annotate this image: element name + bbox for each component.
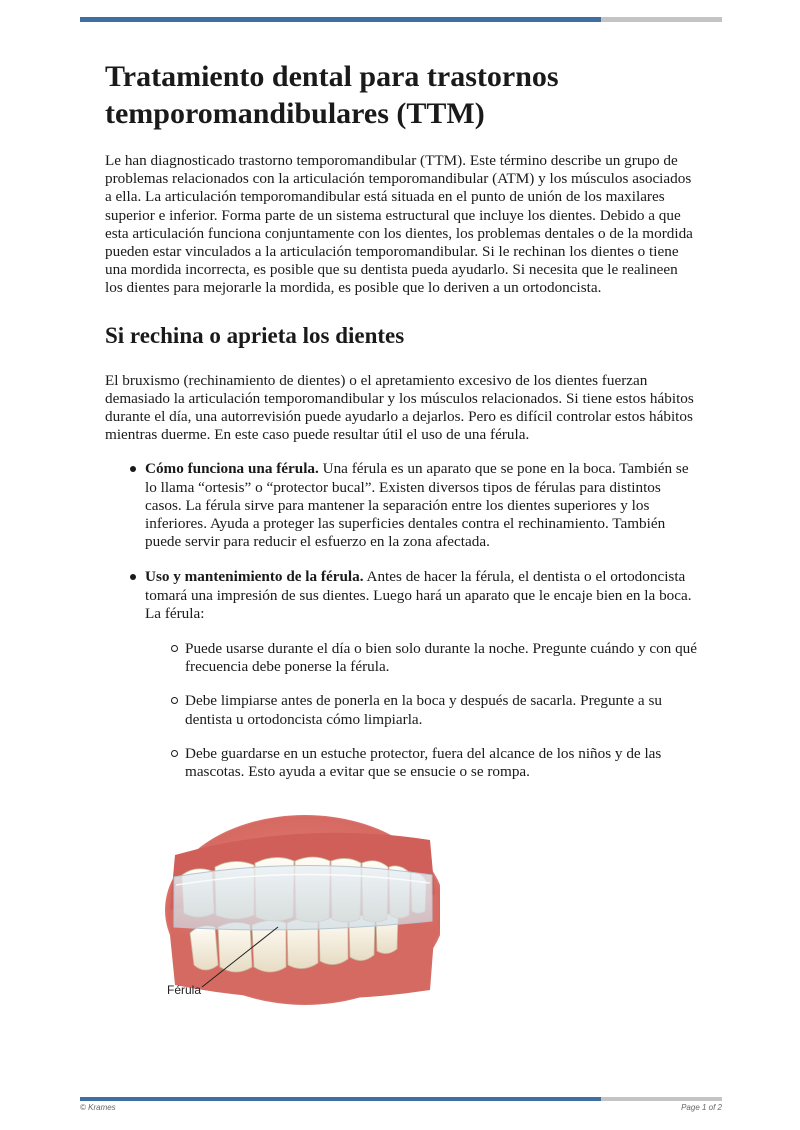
footer-copyright: © Krames bbox=[80, 1103, 116, 1112]
section-paragraph: El bruxismo (rechinamiento de dientes) o el apretamiento excesivo de los dientes fuerzan demasiado la articulación temporomandibular y los músculos relacionados. Si tiene estos hábitos durante el día, una autorrevisión puede ayudarlo a dejarlos. Pero es difícil controlar estos hábitos mientras duerme. En este caso puede resultar útil el uso de una férula. bbox=[105, 371, 694, 444]
bullet-list bbox=[105, 460, 697, 781]
article bbox=[105, 58, 697, 798]
list-item bbox=[145, 568, 697, 781]
page-title: Tratamiento dental para trastornos temporomandibulares (TTM) bbox=[105, 60, 559, 130]
splint-illustration bbox=[160, 815, 440, 1015]
top-rule bbox=[80, 17, 722, 22]
circle-bullet-icon bbox=[171, 697, 178, 704]
splint-label: Férula bbox=[167, 983, 202, 997]
sub-list-item bbox=[185, 745, 697, 781]
bullet-icon bbox=[130, 466, 136, 472]
circle-bullet-icon bbox=[171, 645, 178, 652]
section-heading: Si rechina o aprieta los dientes bbox=[105, 322, 405, 348]
circle-bullet-icon bbox=[171, 750, 178, 757]
footer-page-number: Page 1 of 2 bbox=[681, 1103, 722, 1112]
bottom-rule-accent bbox=[80, 1097, 601, 1101]
bullet-lead: Uso y mantenimiento de la férula. bbox=[145, 568, 364, 586]
bullet-text: Una férula es un aparato que se pone en la boca. También se lo llama “ortesis” o “protector bucal”. Existen diversos tipos de férulas para distintos casos. La férula sirve para mantener la separación entre los dientes superiores y los inferiores. Ayuda a proteger las superficies dentales contra el rechinamiento. También puede servir para reducir el esfuerzo en la zona afectada. bbox=[145, 460, 689, 551]
bullet-text: Antes de hacer la férula, el dentista o el ortodoncista tomará una impresión de sus dientes. Luego hará un aparato que le encaje bien en la boca. La férula: bbox=[145, 568, 692, 622]
bottom-rule-secondary bbox=[601, 1097, 722, 1101]
top-rule-secondary bbox=[601, 17, 722, 22]
sub-list-item bbox=[185, 640, 697, 676]
bullet-lead: Cómo funciona una férula. bbox=[145, 460, 319, 478]
teeth-with-splint-image bbox=[160, 815, 440, 1015]
sub-item-text: Puede usarse durante el día o bien solo durante la noche. Pregunte cuándo y con qué frecuencia debe ponerse la férula. bbox=[185, 640, 697, 676]
bottom-rule bbox=[80, 1097, 722, 1101]
sub-bullet-list bbox=[145, 640, 697, 781]
intro-paragraph: Le han diagnosticado trastorno temporomandibular (TTM). Este término describe un grupo de problemas relacionados con la articulación temporomandibular (ATM) y los músculos asociados a ella. La articulación temporomandibular está situada en el punto de unión de los maxilares superior e inferior. Forma parte de un sistema estructural que incluye los dientes. Debido a que esta articulación funciona conjuntamente con los dientes, los problemas dentales o de la mordida pueden estar vinculados a la articulación temporomandibular. Si le rechinan los dientes o tiene una mordida incorrecta, es posible que su dentista pueda ayudarlo. Si necesita que le realineen los dientes para mejorarle la mordida, es posible que lo deriven a un ortodoncista. bbox=[105, 152, 693, 297]
bullet-icon bbox=[130, 574, 136, 580]
top-rule-accent bbox=[80, 17, 601, 22]
list-item bbox=[145, 460, 697, 551]
sub-list-item bbox=[185, 692, 697, 728]
sub-item-text: Debe limpiarse antes de ponerla en la boca y después de sacarla. Pregunte a su dentista u ortodoncista cómo limpiarla. bbox=[185, 692, 662, 728]
sub-item-text: Debe guardarse en un estuche protector, fuera del alcance de los niños y de las mascotas. Esto ayuda a evitar que se ensucie o se rompa. bbox=[185, 744, 662, 781]
